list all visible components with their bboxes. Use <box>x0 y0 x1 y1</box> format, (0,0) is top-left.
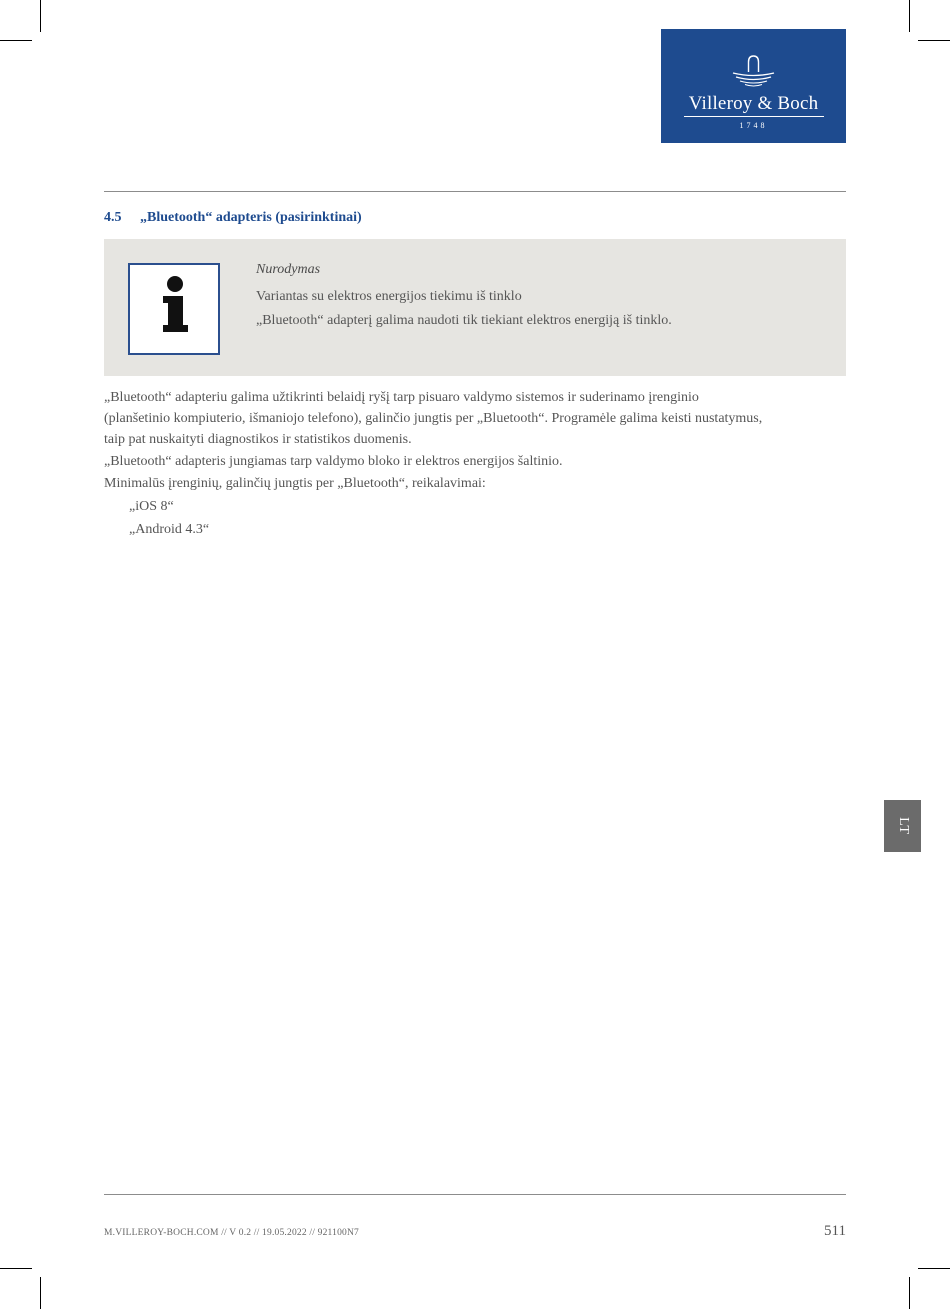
body-paragraph-line: taip pat nuskaityti diagnostikos ir statistikos duomenis. <box>104 432 412 447</box>
footer-rule <box>104 1194 846 1195</box>
body-line-requirements: Minimalūs įrenginių, galinčių jungtis per „Bluetooth“, reikalavimai: <box>104 476 486 491</box>
body-paragraph-line: (planšetinio kompiuterio, išmaniojo telefono), galinčio jungtis per „Bluetooth“. Programėle galima keisti nustatymus, <box>104 411 763 426</box>
list-item: „iOS 8“ <box>129 499 174 514</box>
list-item: „Android 4.3“ <box>129 522 210 537</box>
info-icon-frame <box>128 263 220 355</box>
body-paragraph-line: „Bluetooth“ adapteriu galima užtikrinti belaidį ryšį tarp pisuaro valdymo sistemos ir suderinamo įrenginio <box>104 390 699 405</box>
footer-text: M.VILLEROY-BOCH.COM // V 0.2 // 19.05.2022 // 921100N7 <box>104 1228 359 1238</box>
language-tab-label: LT <box>895 817 911 835</box>
note-line: Variantas su elektros energijos tiekimu iš tinklo <box>256 289 522 304</box>
section-title-text: „Bluetooth“ adapteris (pasirinktinai) <box>140 210 362 225</box>
note-box <box>104 239 846 376</box>
crop-mark <box>0 40 32 41</box>
note-heading: Nurodymas <box>256 262 321 277</box>
crop-mark <box>909 0 910 32</box>
crop-mark <box>918 1268 950 1269</box>
section-number: 4.5 <box>104 210 122 225</box>
section-title <box>104 209 362 227</box>
brand-year: 1748 <box>739 121 768 130</box>
note-line: „Bluetooth“ adapterį galima naudoti tik tiekiant elektros energiją iš tinklo. <box>256 313 672 328</box>
info-icon <box>130 265 218 353</box>
crop-mark <box>909 1277 910 1309</box>
brand-logo <box>661 29 846 143</box>
brand-name: Villeroy & Boch <box>688 93 819 114</box>
fountain-emblem-icon <box>661 29 846 93</box>
crop-mark <box>918 40 950 41</box>
crop-mark <box>0 1268 32 1269</box>
crop-mark <box>40 0 41 32</box>
body-line-adapter: „Bluetooth“ adapteris jungiamas tarp valdymo bloko ir elektros energijos šaltinio. <box>104 454 563 469</box>
brand-underline <box>684 116 824 117</box>
language-tab <box>884 800 921 852</box>
crop-mark <box>40 1277 41 1309</box>
header-rule <box>104 191 846 192</box>
page-number: 511 <box>824 1223 846 1239</box>
